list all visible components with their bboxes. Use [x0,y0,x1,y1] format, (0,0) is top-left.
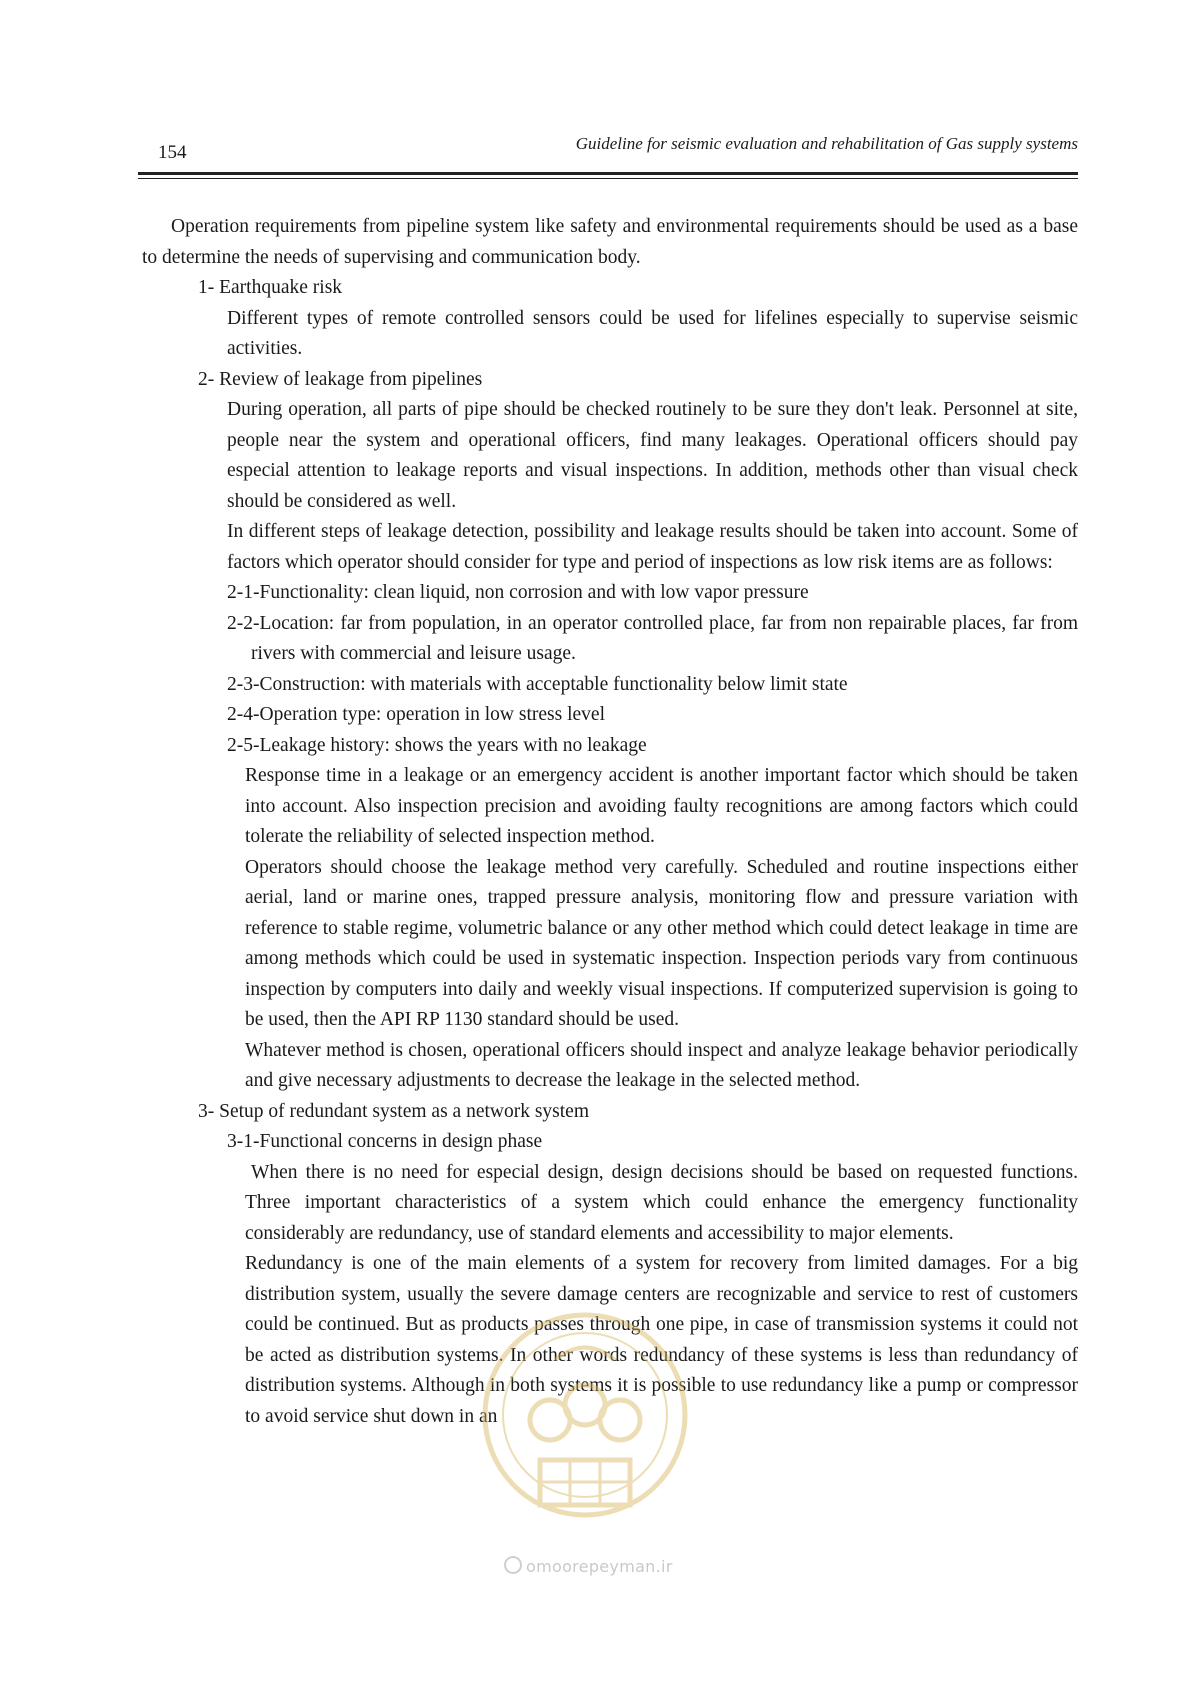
running-title: Guideline for seismic evaluation and rehabilitation of Gas supply systems [575,134,1078,153]
section-3-paragraph-2: Redundancy is one of the main elements of a system for recovery from limited damages. For a big distribution system, usually the severe damage centers are recognizable and service to rest of customers could be continued. But as products passes through one pipe, in case of transmission systems it could not be acted as distribution systems. In other words redundancy of these systems is less than redundancy of distribution systems. Although in both systems it is possible to use redundancy like a pump or compressor to avoid service shut down in an [245,1253,1078,1427]
item-2-2: 2-2-Location: far from population, in an operator controlled place, far from non repairable places, far from rivers with commercial and leisure usage. [227,612,1078,664]
section-2-paragraph-3: Response time in a leakage or an emergency accident is another important factor which should be taken into account. Also inspection precision and avoiding faulty recognitions are among factors which could tolerate the reliability of selected inspection method. [245,765,1078,847]
globe-icon [504,1556,522,1574]
section-1-heading: 1- Earthquake risk [198,277,343,298]
section-2-paragraph-2: In different steps of leakage detection, possibility and leakage results should be taken into account. Some of factors which operator should consider for type and period of inspections as low risk items are as follows: [227,521,1078,573]
header-rule-thin [138,178,1078,179]
section-2-heading: 2- Review of leakage from pipelines [198,368,483,390]
item-3-1: 3-1-Functional concerns in design phase [227,1131,543,1152]
intro-paragraph: Operation requirements from pipeline system like safety and environmental requirements should be used as a base to determine the needs of supervising and communication body. [142,216,1078,268]
item-2-1: 2-1-Functionality: clean liquid, non corrosion and with low vapor pressure [227,582,809,603]
section-1-text: Different types of remote controlled sensors could be used for lifelines especially to supervise seismic activities. [227,307,1078,359]
page-number: 154 [158,142,187,163]
header-rule-thick [138,172,1078,175]
body-text [142,212,1078,1432]
item-2-5: 2-5-Leakage history: shows the years with no leakage [227,734,647,756]
item-2-3: 2-3-Construction: with materials with acceptable functionality below limit state [227,673,848,695]
section-2-paragraph-1: During operation, all parts of pipe should be checked routinely to be sure they don't leak. Personnel at site, people near the system and operational officers, find many leakages. Operational officers should pay especial attention to leakage reports and visual inspections. In addition, methods other than visual check should be considered as well. [227,399,1078,512]
section-2-paragraph-5: Whatever method is chosen, operational officers should inspect and analyze leakage behavior periodically and give necessary adjustments to decrease the leakage in the selected method. [245,1039,1078,1091]
section-2-paragraph-4: Operators should choose the leakage method very carefully. Scheduled and routine inspections either aerial, land or marine ones, trapped pressure analysis, monitoring flow and pressure variation with reference to stable regime, volumetric balance or any other method which could detect leakage in time are among methods which could be used in systematic inspection. Inspection periods vary from continuous inspection by computers into daily and weekly visual inspections. If computerized supervision is going to be used, then the API RP 1130 standard should be used. [245,856,1078,1030]
item-2-4: 2-4-Operation type: operation in low stress level [227,704,605,725]
watermark-emblem [470,1300,700,1530]
site-watermark-text: omoorepeyman.ir [526,1557,673,1576]
section-3-paragraph-1: When there is no need for especial design, design decisions should be based on requested functions. Three important characteristics of a system which could enhance the emergency functionality considerably are redundancy, use of standard elements and accessibility to major elements. [245,1161,1078,1244]
site-watermark [504,1556,673,1576]
section-3-heading: 3- Setup of redundant system as a network system [198,1100,590,1122]
